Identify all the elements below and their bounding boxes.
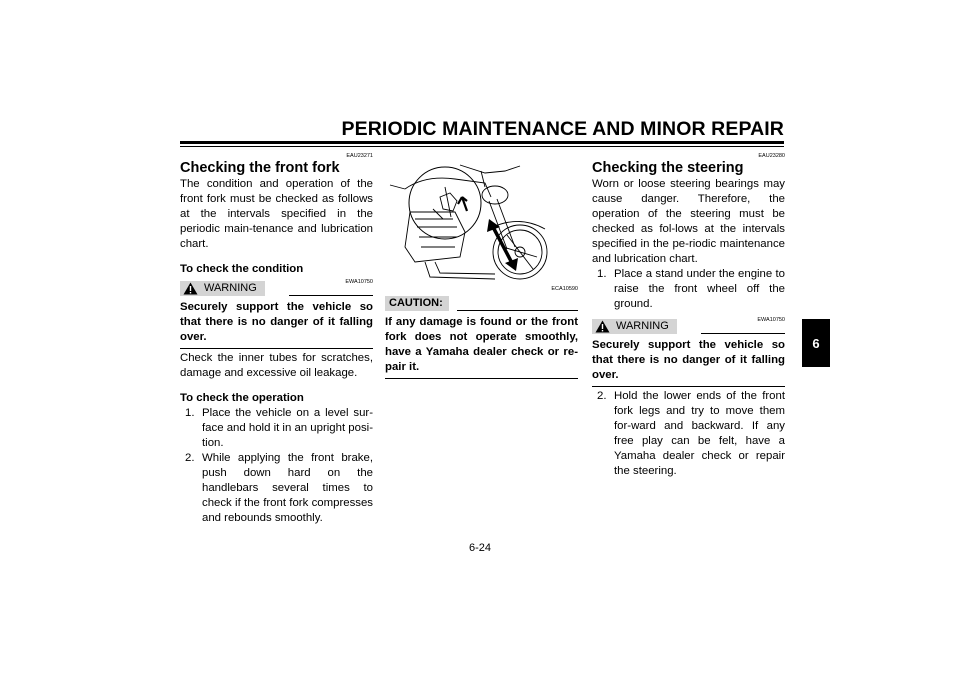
warning-triangle-icon (595, 320, 610, 333)
warning-label: WARNING (616, 320, 669, 332)
right-column (592, 153, 785, 479)
warning-text: Securely support the vehicle so that there is no danger of it falling over. (592, 339, 785, 381)
list-item (180, 406, 373, 451)
subheading-operation: To check the operation (180, 392, 304, 404)
step-number: 2. (597, 390, 607, 402)
step-number: 2. (185, 452, 195, 464)
subheading-condition: To check the condition (180, 263, 304, 275)
front-fork-illustration (385, 157, 578, 285)
warning-text: Securely support the vehicle so that there is no danger of it falling over. (180, 301, 373, 343)
section-title-front-fork: Checking the front fork (180, 160, 340, 176)
warning-header (592, 318, 785, 336)
step-number: 1. (597, 268, 607, 280)
page-header-title: PERIODIC MAINTENANCE AND MINOR REPAIR (341, 118, 784, 140)
step-text: While applying the front brake, push down hard on the handlebars several times to check if the front fork compresses and rebounds smoothly. (202, 452, 373, 524)
header-rule-thin (180, 146, 784, 147)
warning-header (180, 280, 373, 298)
left-column (180, 153, 373, 526)
step-text: Place the vehicle on a level sur-face and hold it in an upright posi-tion. (202, 407, 373, 449)
steering-steps-2 (592, 389, 785, 479)
warning-label: WARNING (204, 282, 257, 294)
list-item (592, 267, 785, 312)
section-title-steering: Checking the steering (592, 160, 744, 176)
section-tab: 6 (802, 319, 830, 367)
warning-rule (701, 333, 785, 334)
warning-code: EWA10750 (345, 279, 373, 285)
front-fork-intro: The condition and operation of the front fork must be checked as follows at the intervals specified in the periodic main-tenance and lubrication chart. (180, 178, 373, 250)
caution-badge (385, 296, 449, 311)
warning-end-rule (592, 386, 785, 387)
steering-steps-1 (592, 267, 785, 312)
middle-column (385, 286, 578, 379)
step-text: Place a stand under the engine to raise the front wheel off the ground. (614, 268, 785, 310)
caution-header (385, 295, 578, 313)
warning-badge (180, 281, 265, 296)
operation-steps (180, 406, 373, 526)
warning-end-rule (180, 348, 373, 349)
section-code: EAU23280 (758, 153, 785, 159)
motorcycle-front-fork-drawing (385, 157, 578, 285)
caution-code: ECA10590 (551, 286, 578, 292)
caution-end-rule (385, 378, 578, 379)
warning-triangle-icon (183, 282, 198, 295)
caution-rule (457, 310, 578, 311)
warning-rule (289, 295, 373, 296)
caution-label: CAUTION: (389, 297, 443, 309)
page-number: 6-24 (468, 542, 492, 554)
step-number: 1. (185, 407, 195, 419)
list-item (180, 451, 373, 526)
steering-intro: Worn or loose steering bearings may cause danger. Therefore, the operation of the steering must be checked as fol-lows at the intervals specified in the pe-riodic maintenance and lubrication chart. (592, 178, 785, 265)
list-item (592, 389, 785, 479)
section-code: EAU23271 (346, 153, 373, 159)
caution-text: If any damage is found or the front fork does not operate smoothly, have a Yamaha dealer check or re-pair it. (385, 316, 578, 373)
header-rule (180, 141, 784, 144)
warning-code: EWA10750 (757, 317, 785, 323)
check-condition-text: Check the inner tubes for scratches, damage and excessive oil leakage. (180, 352, 373, 379)
warning-badge (592, 319, 677, 334)
step-text: Hold the lower ends of the front fork legs and try to move them for-ward and backward. If any free play can be felt, have a Yamaha dealer check or repair the steering. (614, 390, 785, 477)
